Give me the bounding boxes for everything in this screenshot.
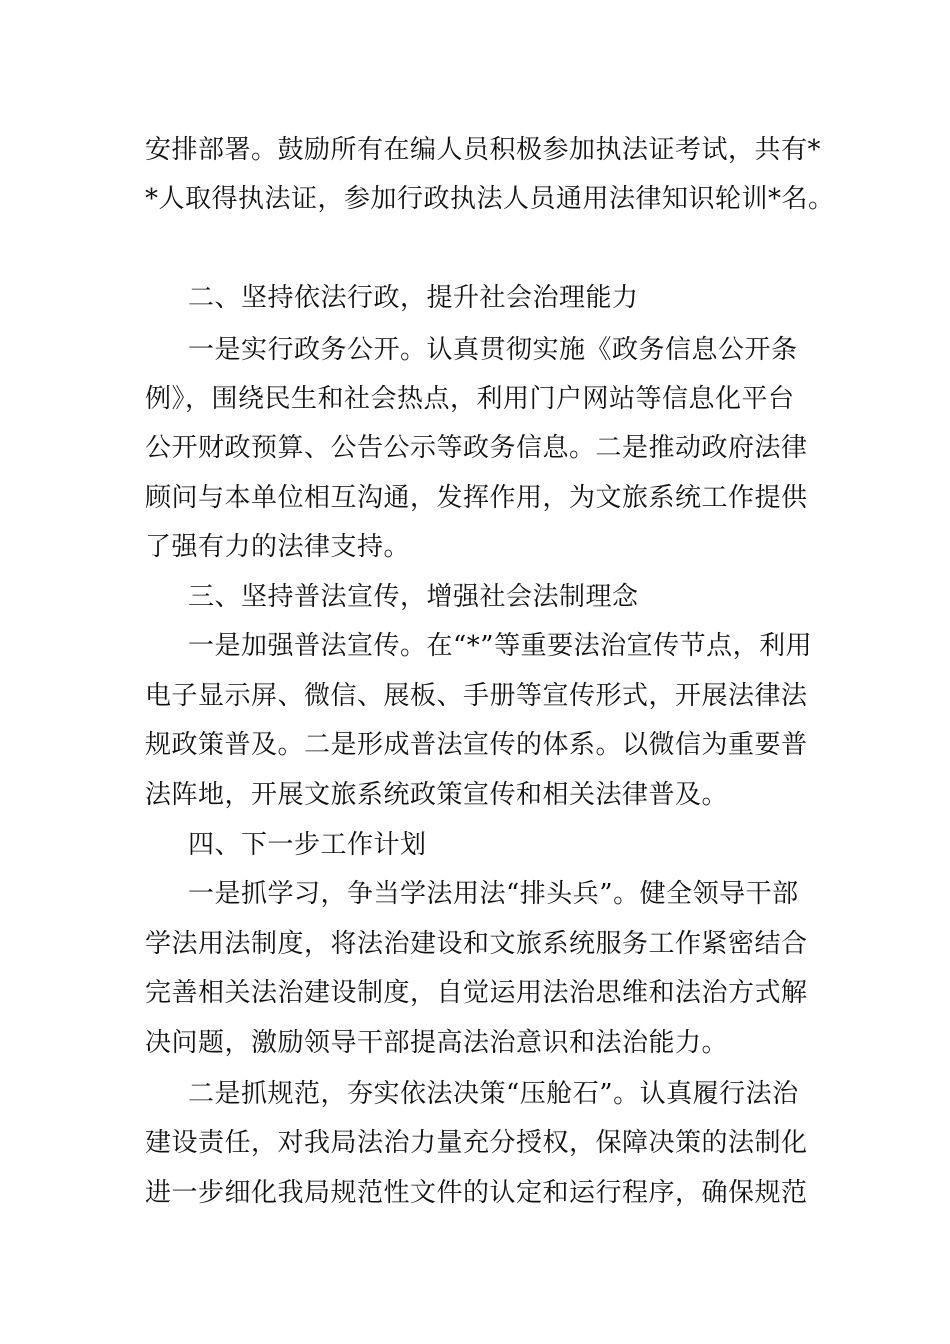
paragraph-line: 了强有力的法律支持。 (145, 532, 411, 562)
paragraph-line: 法阵地，开展文旅系统政策宣传和相关法律普及。 (145, 780, 729, 810)
paragraph-line: *人取得执法证，参加行政执法人员通用法律知识轮训*名。 (145, 184, 835, 214)
paragraph-line: 一是抓学习，争当学法用法“排头兵”。健全领导干部 (188, 879, 799, 909)
paragraph-line: 一是实行政务公开。认真贯彻实施《政务信息公开条 (188, 335, 798, 365)
paragraph-line: 公开财政预算、公告公示等政务信息。二是推动政府法律 (145, 433, 808, 463)
paragraph-line: 二是抓规范，夯实依法决策“压舱石”。认真履行法治 (188, 1079, 799, 1109)
paragraph-line: 一是加强普法宣传。在“*”等重要法治宣传节点，利用 (188, 631, 813, 661)
paragraph-line: 规政策普及。二是形成普法宣传的体系。以微信为重要普 (145, 730, 808, 760)
section-heading: 四、下一步工作计划 (188, 830, 427, 860)
paragraph-line: 例》，围绕民生和社会热点，利用门户网站等信息化平台 (145, 384, 795, 414)
paragraph-line: 决问题，激励领导干部提高法治意识和法治能力。 (145, 1028, 729, 1058)
paragraph-line: 安排部署。鼓励所有在编人员积极参加执法证考试，共有* (145, 135, 822, 165)
paragraph-line: 建设责任，对我局法治力量充分授权，保障决策的法制化 (145, 1128, 808, 1158)
section-heading: 二、坚持依法行政，提升社会治理能力 (188, 283, 639, 313)
paragraph-line: 进一步细化我局规范性文件的认定和运行程序，确保规范 (145, 1178, 808, 1208)
paragraph-line: 顾问与本单位相互沟通，发挥作用，为文旅系统工作提供 (145, 483, 808, 513)
paragraph-line: 完善相关法治建设制度，自觉运用法治思维和法治方式解 (145, 978, 808, 1008)
paragraph-line: 电子显示屏、微信、展板、手册等宣传形式，开展法律法 (145, 681, 808, 711)
paragraph-line: 学法用法制度，将法治建设和文旅系统服务工作紧密结合 (145, 929, 808, 959)
section-heading: 三、坚持普法宣传，增强社会法制理念 (188, 582, 639, 612)
